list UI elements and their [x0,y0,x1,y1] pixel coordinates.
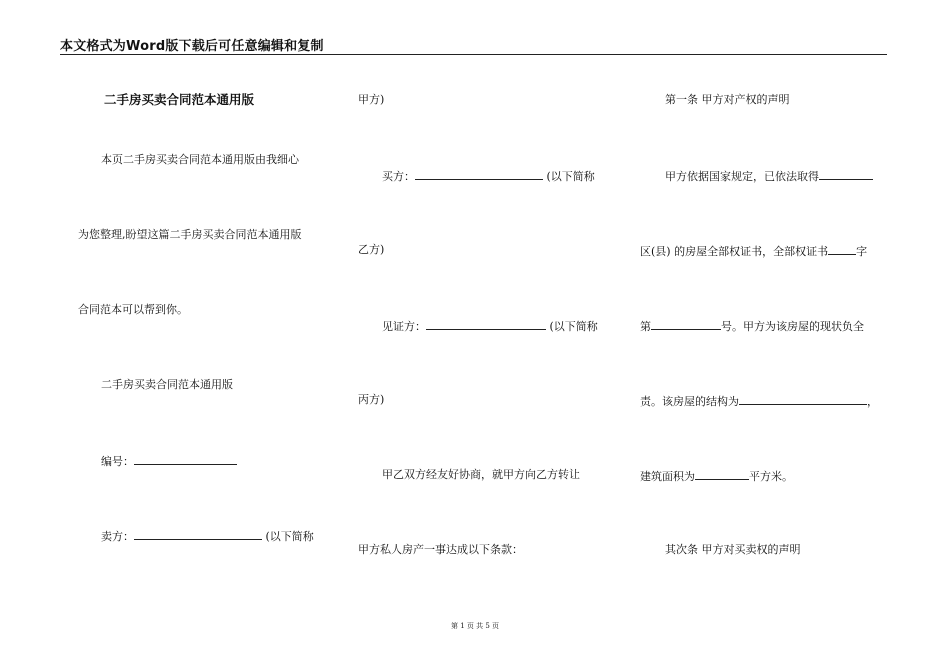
article-1-line-4 [640,393,878,409]
article-1-line-3-start: 第 [640,320,651,333]
article-1-line-2-end: 字 [856,245,868,258]
buyer-blank [415,168,543,180]
buyer-label: 买方： [382,170,415,183]
witness-blank [426,318,546,330]
buyer-line [382,168,595,184]
header-text: 本文格式为Word版下载后可任意编辑和复制 [60,39,324,54]
contract-number-line [101,453,237,469]
witness-label: 见证方： [382,320,426,333]
structure-blank [739,393,867,405]
article-1-line-5 [640,468,793,484]
contract-heading: 二手房买卖合同范本通用版 [101,378,233,391]
witness-alias-close: 丙方) [358,393,385,406]
seller-suffix: (以下简称 [265,530,314,543]
document-title: 二手房买卖合同范本通用版 [104,92,255,107]
article-1-heading: 第一条 甲方对产权的声明 [665,93,790,106]
intro-line-2: 为您整理,盼望这篇二手房买卖合同范本通用版 [78,228,302,241]
article-2-heading: 其次条 甲方对买卖权的声明 [665,543,801,556]
article-1-line-1 [665,168,873,184]
contract-number-blank [134,453,237,465]
article-1-line-3 [640,318,864,334]
certificate-prefix-blank [828,243,856,255]
intro-line-1: 本页二手房买卖合同范本通用版由我细心 [101,153,299,166]
intro-line-3: 合同范本可以帮到你。 [78,303,188,316]
contract-number-label: 编号： [101,455,134,468]
agreement-line-2: 甲方私人房产一事达成以下条款： [358,543,523,556]
certificate-number-blank [651,318,721,330]
page-number: 第 1 页 共 5 页 [450,622,500,630]
article-1-line-5-text: 建筑面积为 [640,470,695,483]
article-1-line-2 [640,243,867,259]
agreement-line-1: 甲乙双方经友好协商，就甲方向乙方转让 [382,468,580,481]
buyer-alias-close: 乙方) [358,243,385,256]
article-1-line-3-text: 号。甲方为该房屋的现状负全 [721,320,864,333]
article-1-line-5-end: 平方米。 [749,470,793,483]
page-header [60,34,887,55]
seller-blank [134,528,262,540]
seller-label: 卖方： [101,530,134,543]
buyer-suffix: (以下简称 [546,170,595,183]
article-1-line-1-text: 甲方依据国家规定，已依法取得 [665,170,819,183]
district-blank [819,168,873,180]
area-blank [695,468,749,480]
article-1-line-4-end: ， [867,395,878,408]
witness-suffix: (以下简称 [549,320,598,333]
seller-line [101,528,314,544]
witness-line [382,318,598,334]
article-1-line-2-text: 区(县) 的房屋全部权证书，全部权证书 [640,245,829,258]
seller-alias-close: 甲方) [358,93,385,106]
article-1-line-4-text: 责。该房屋的结构为 [640,395,739,408]
